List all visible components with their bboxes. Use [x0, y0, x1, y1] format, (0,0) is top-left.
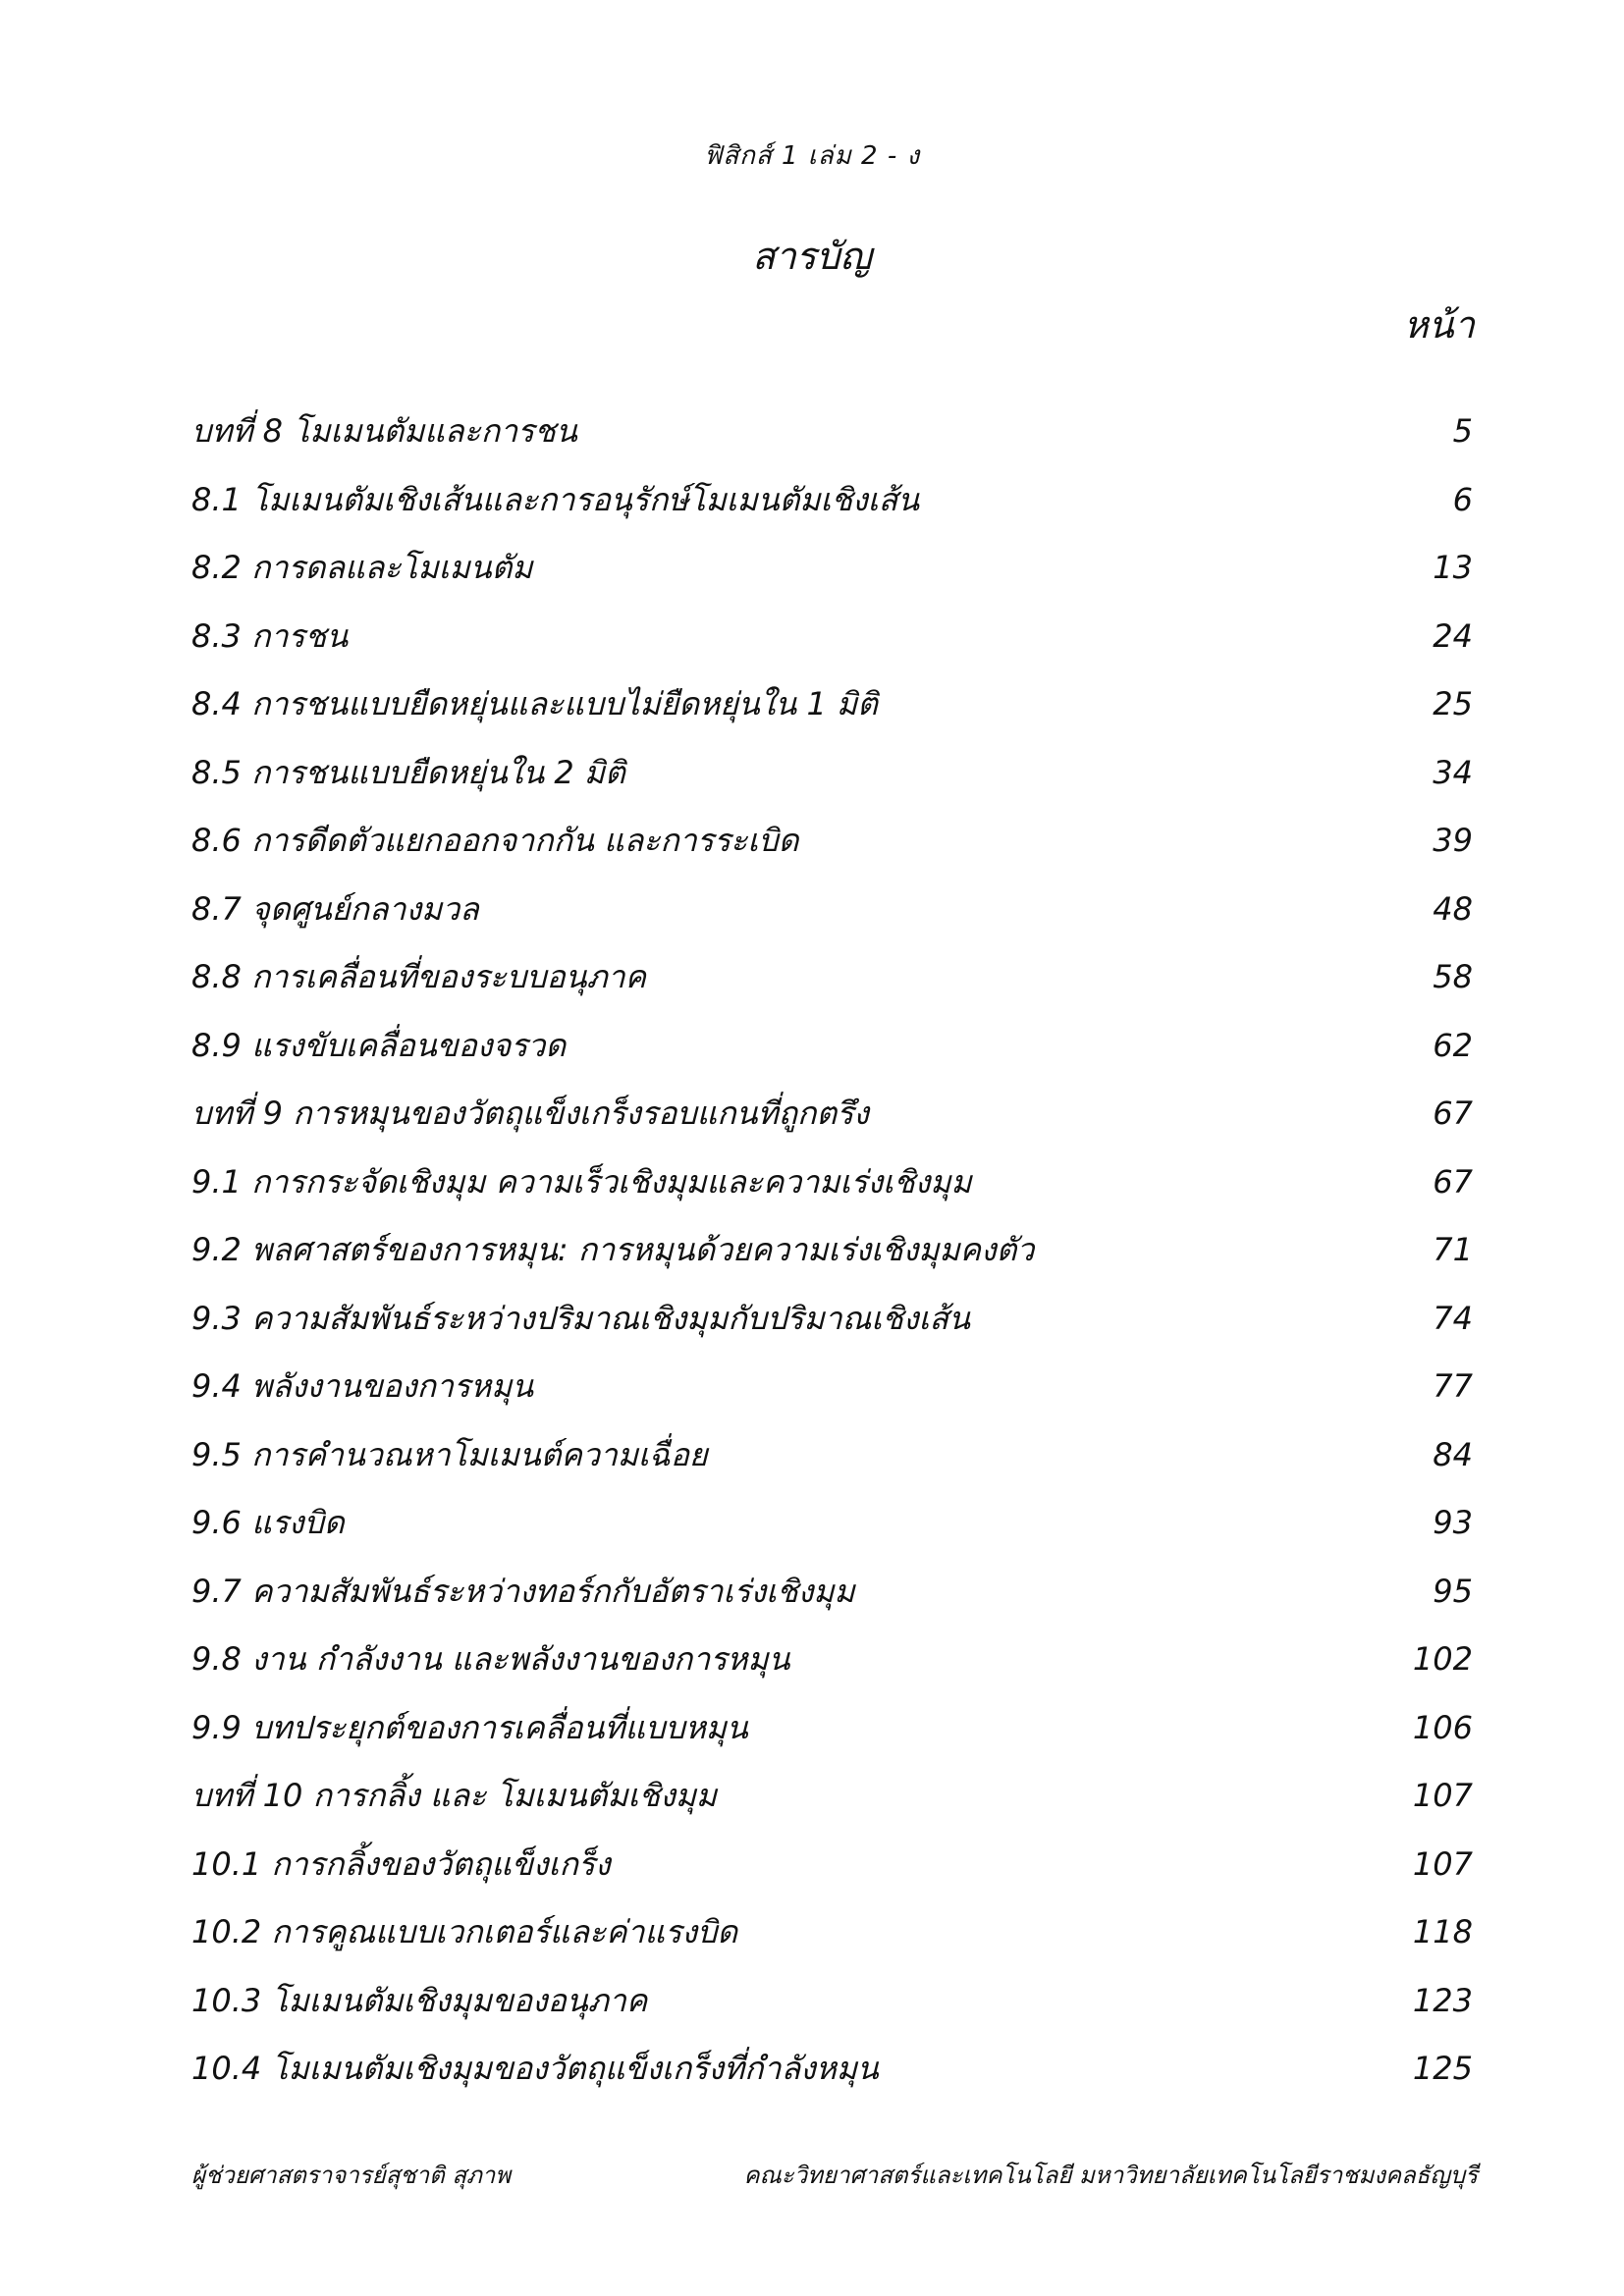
toc-entry: [191, 1353, 1473, 1421]
footer-author: ผู้ช่วยศาสตราจารย์สุชาติ สุภาพ: [191, 2162, 512, 2189]
toc-entry: [191, 1694, 1473, 1763]
toc-entry: [191, 1080, 1473, 1148]
toc-entry-page-number: 67: [1433, 1162, 1473, 1201]
toc-entry-page-number: 118: [1412, 1913, 1473, 1950]
toc-entry-label: บทที่ 8 โมเมนตัมและการชน: [191, 412, 577, 450]
toc-entry-page-number: 34: [1433, 753, 1473, 791]
toc-entry-label: 9.9 บทประยุกต์ของการเคลื่อนที่แบบหมุน: [191, 1708, 748, 1746]
toc-entry-page-number: 62: [1433, 1026, 1473, 1064]
running-header: ฟิสิกส์ 1 เล่ม 2 - ง: [703, 141, 921, 171]
toc-entry: [191, 466, 1473, 535]
toc-entry-label: 9.4 พลังงานของการหมุน: [191, 1367, 534, 1405]
toc-entry-label: 8.7 จุดศูนย์กลางมวล: [191, 889, 479, 928]
toc-entry-page-number: 25: [1433, 685, 1473, 722]
toc-entry-label: 10.4 โมเมนตัมเชิงมุมของวัตถุแข็งเกร็งที่กำลังหมุน: [191, 2050, 879, 2087]
toc-entry-label: บทที่ 10 การกลิ้ง และ โมเมนตัมเชิงมุม: [191, 1777, 717, 1814]
toc-entry: [191, 670, 1473, 739]
toc-entry: [191, 1831, 1473, 1899]
toc-entry-label: 8.3 การชน: [191, 616, 349, 655]
toc-entry-label: 9.7 ความสัมพันธ์ระหว่างทอร์กกับอัตราเร่งเชิงมุม: [191, 1572, 855, 1610]
toc-entry-page-number: 71: [1433, 1231, 1473, 1268]
toc-entry-page-number: 106: [1412, 1708, 1473, 1746]
toc-entry-label: 9.3 ความสัมพันธ์ระหว่างปริมาณเชิงมุมกับปริมาณเชิงเส้น: [191, 1299, 970, 1337]
toc-entry: [191, 1489, 1473, 1558]
toc-entry-label: 10.1 การกลิ้งของวัตถุแข็งเกร็ง: [191, 1844, 611, 1883]
toc-entry-page-number: 6: [1452, 480, 1473, 518]
toc-entry-label: 10.2 การคูณแบบเวกเตอร์และค่าแรงบิด: [191, 1913, 738, 1950]
toc-entry-page-number: 24: [1433, 616, 1473, 655]
toc-entry-page-number: 93: [1433, 1504, 1473, 1541]
toc-entry-label: 8.1 โมเมนตัมเชิงเส้นและการอนุรักษ์โมเมนตัมเชิงเส้น: [191, 480, 920, 518]
toc-entry-page-number: 67: [1433, 1095, 1473, 1132]
toc-entry-label: 10.3 โมเมนตัมเชิงมุมของอนุภาค: [191, 1981, 648, 2019]
toc-entry-label: 9.1 การกระจัดเชิงมุม ความเร็วเชิงมุมและความเร่งเชิงมุม: [191, 1162, 972, 1201]
toc-entry-page-number: 123: [1412, 1981, 1473, 2019]
toc-entry-page-number: 77: [1433, 1367, 1473, 1405]
toc-entry: [191, 1148, 1473, 1217]
toc-entry: [191, 876, 1473, 944]
toc-entry-page-number: 39: [1433, 822, 1473, 859]
toc-entry-label: 9.5 การคำนวณหาโมเมนต์ความเฉื่อย: [191, 1435, 708, 1473]
toc-entry-page-number: 95: [1433, 1572, 1473, 1610]
table-of-contents: [191, 398, 1473, 2104]
toc-entry: [191, 943, 1473, 1012]
toc-entry-label: 8.2 การดลและโมเมนตัม: [191, 549, 533, 586]
toc-entry-label: 8.5 การชนแบบยืดหยุ่นใน 2 มิติ: [191, 753, 625, 791]
toc-entry-page-number: 74: [1433, 1299, 1473, 1337]
toc-entry-page-number: 107: [1412, 1777, 1473, 1814]
toc-entry: [191, 398, 1473, 466]
toc-entry-page-number: 13: [1433, 549, 1473, 586]
toc-entry: [191, 1285, 1473, 1354]
toc-entry-page-number: 107: [1412, 1844, 1473, 1883]
toc-entry-label: บทที่ 9 การหมุนของวัตถุแข็งเกร็งรอบแกนที่ถูกตรึง: [191, 1095, 869, 1132]
toc-entry-page-number: 48: [1433, 889, 1473, 928]
toc-entry-label: 9.6 แรงบิด: [191, 1504, 345, 1541]
toc-entry: [191, 1626, 1473, 1694]
toc-entry-page-number: 102: [1412, 1640, 1473, 1678]
toc-entry-label: 9.2 พลศาสตร์ของการหมุน: การหมุนด้วยความเร่งเชิงมุมคงตัว: [191, 1231, 1035, 1268]
toc-entry: [191, 534, 1473, 603]
toc-entry-page-number: 125: [1412, 2050, 1473, 2087]
toc-entry: [191, 1216, 1473, 1285]
toc-entry: [191, 1967, 1473, 2036]
page-title: สารบัญ: [752, 235, 872, 278]
toc-entry-label: 8.4 การชนแบบยืดหยุ่นและแบบไม่ยืดหยุ่นใน 1 มิติ: [191, 685, 878, 722]
footer-institution: คณะวิทยาศาสตร์และเทคโนโลยี มหาวิทยาลัยเทคโนโลยีราชมงคลธัญบุรี: [743, 2162, 1478, 2189]
toc-entry-page-number: 84: [1433, 1435, 1473, 1473]
toc-entry: [191, 1762, 1473, 1831]
page-column-label: หน้า: [1403, 303, 1475, 347]
toc-entry-label: 8.8 การเคลื่อนที่ของระบบอนุภาค: [191, 958, 647, 995]
toc-entry-page-number: 58: [1433, 958, 1473, 995]
toc-entry: [191, 603, 1473, 671]
toc-entry-label: 9.8 งาน กำลังงาน และพลังงานของการหมุน: [191, 1640, 790, 1678]
toc-entry-page-number: 5: [1452, 412, 1473, 450]
toc-entry-label: 8.9 แรงขับเคลื่อนของจรวด: [191, 1026, 567, 1064]
toc-entry-label: 8.6 การดีดตัวแยกออกจากกัน และการระเบิด: [191, 822, 799, 859]
toc-entry: [191, 1558, 1473, 1627]
toc-entry: [191, 1421, 1473, 1490]
toc-entry: [191, 739, 1473, 808]
toc-entry: [191, 1898, 1473, 1967]
toc-entry: [191, 807, 1473, 876]
toc-entry: [191, 2035, 1473, 2104]
toc-entry: [191, 1012, 1473, 1081]
